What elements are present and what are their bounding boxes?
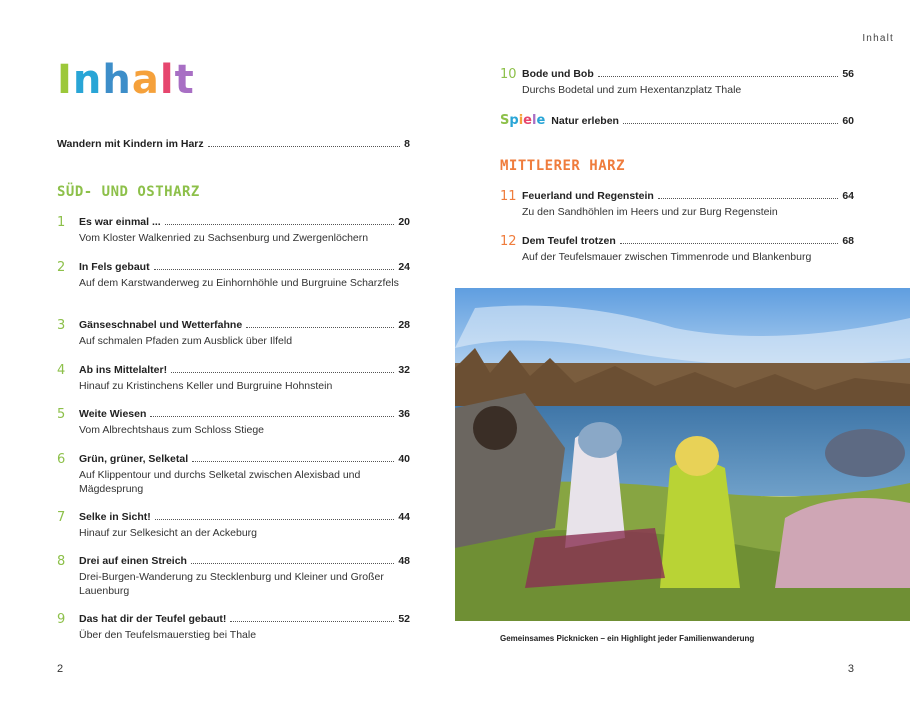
dot-leader (191, 563, 394, 564)
entry-subtitle: Vom Kloster Walkenried zu Sachsenburg und Zwergenlöchern (79, 232, 369, 244)
title-letter: h (102, 57, 132, 103)
entry-subtitle: Auf der Teufelsmauer zwischen Timmenrode und Blankenburg (522, 251, 812, 263)
page-number-left: 2 (57, 663, 64, 675)
entry-page: 68 (842, 235, 854, 247)
entry-page: 48 (398, 555, 410, 567)
toc-entry-spiele[interactable] (500, 113, 854, 128)
section-heading-south-east: SÜD- UND OSTHARZ (57, 184, 200, 200)
entry-subtitle: Auf Klippentour und durchs Selketal zwischen Alexisbad und Mägdesprung (79, 469, 361, 495)
dot-leader (155, 519, 395, 520)
entry-subtitle: Über den Teufelsmauerstieg bei Thale (79, 629, 257, 641)
dot-leader (192, 461, 394, 462)
toc-entry-1[interactable] (57, 216, 410, 245)
page-number-right: 3 (847, 663, 854, 675)
entry-number: 11 (500, 189, 517, 204)
title-letter: n (72, 57, 103, 103)
entry-number: 4 (57, 363, 66, 378)
entry-title: In Fels gebaut (79, 261, 150, 273)
toc-entry-5[interactable] (57, 408, 410, 437)
entry-number: 5 (57, 407, 66, 422)
entry-page: 60 (842, 115, 854, 127)
toc-entry-7[interactable] (57, 511, 410, 540)
entry-number: 1 (57, 215, 66, 230)
entry-number: 6 (57, 452, 66, 467)
entry-page: 28 (398, 319, 410, 331)
dot-leader (623, 123, 838, 124)
entry-title: Bode und Bob (522, 68, 594, 80)
toc-entry-6[interactable] (57, 453, 410, 496)
toc-entry-11[interactable] (500, 190, 854, 219)
dot-leader (598, 76, 839, 77)
entry-number: 9 (57, 612, 66, 627)
entry-title: Wandern mit Kindern im Harz (57, 138, 204, 150)
entry-page: 24 (398, 261, 410, 273)
dot-leader (246, 327, 394, 328)
dot-leader (208, 146, 401, 147)
entry-subtitle: Drei-Burgen-Wanderung zu Stecklenburg und Kleiner und Großer Lauenburg (79, 571, 384, 597)
toc-entry-12[interactable] (500, 235, 854, 264)
entry-subtitle: Auf schmalen Pfaden zum Ausblick über Ilfeld (79, 335, 293, 347)
entry-title: Es war einmal ... (79, 216, 161, 228)
entry-title: Ab ins Mittelalter! (79, 364, 168, 376)
entry-page: 8 (404, 138, 410, 150)
entry-title: Weite Wiesen (79, 408, 147, 420)
dot-leader (230, 621, 394, 622)
entry-page: 56 (842, 68, 854, 80)
dot-leader (658, 198, 838, 199)
entry-title: Feuerland und Regenstein (522, 190, 654, 202)
entry-number: 7 (57, 510, 66, 525)
entry-number: 2 (57, 260, 66, 275)
entry-subtitle: Auf dem Karstwanderweg zu Einhornhöhle und Burgruine Scharzfels (79, 277, 399, 289)
dot-leader (150, 416, 394, 417)
title-letter: I (57, 57, 73, 103)
entry-page: 52 (398, 613, 410, 625)
entry-page: 36 (398, 408, 410, 420)
running-head: Inhalt (862, 33, 894, 44)
toc-intro-entry[interactable] (57, 138, 410, 150)
spiele-label: Spiele (500, 113, 546, 128)
title-letter: l (159, 57, 175, 103)
right-page (455, 0, 910, 701)
toc-entry-4[interactable] (57, 364, 410, 393)
title-letter: a (131, 57, 160, 103)
dot-leader (620, 243, 839, 244)
entry-page: 64 (842, 190, 854, 202)
entry-subtitle: Hinauf zur Selkesicht an der Ackeburg (79, 527, 258, 539)
entry-page: 44 (398, 511, 410, 523)
toc-entry-3[interactable] (57, 319, 410, 348)
entry-title: Natur erleben (551, 115, 619, 127)
dot-leader (165, 224, 395, 225)
toc-entry-10[interactable] (500, 68, 854, 97)
toc-entry-2[interactable] (57, 261, 410, 290)
photo-caption: Gemeinsames Picknicken – ein Highlight jeder Familienwanderung (500, 634, 755, 643)
entry-title: Grün, grüner, Selketal (79, 453, 189, 465)
section-heading-middle: MITTLERER HARZ (500, 158, 626, 174)
entry-subtitle: Hinauf zu Kristinchens Keller und Burgruine Hohnstein (79, 380, 333, 392)
entry-number: 12 (500, 234, 517, 249)
entry-title: Das hat dir der Teufel gebaut! (79, 613, 227, 625)
entry-title: Selke in Sicht! (79, 511, 151, 523)
entry-number: 10 (500, 67, 517, 82)
toc-entry-9[interactable] (57, 613, 410, 642)
family-picnic-photo (455, 288, 910, 621)
entry-number: 3 (57, 318, 66, 333)
dot-leader (171, 372, 394, 373)
entry-number: 8 (57, 554, 66, 569)
entry-title: Dem Teufel trotzen (522, 235, 616, 247)
entry-title: Gänseschnabel und Wetterfahne (79, 319, 243, 331)
entry-page: 40 (398, 453, 410, 465)
dot-leader (154, 269, 395, 270)
title-letter: t (174, 57, 195, 103)
entry-title: Drei auf einen Streich (79, 555, 187, 567)
entry-subtitle: Vom Albrechtshaus zum Schloss Stiege (79, 424, 265, 436)
entry-subtitle: Durchs Bodetal und zum Hexentanzplatz Thale (522, 84, 742, 96)
entry-subtitle: Zu den Sandhöhlen im Heers und zur Burg Regenstein (522, 206, 778, 218)
entry-page: 20 (398, 216, 410, 228)
page-title (57, 57, 195, 103)
entry-page: 32 (398, 364, 410, 376)
toc-entry-8[interactable] (57, 555, 410, 598)
